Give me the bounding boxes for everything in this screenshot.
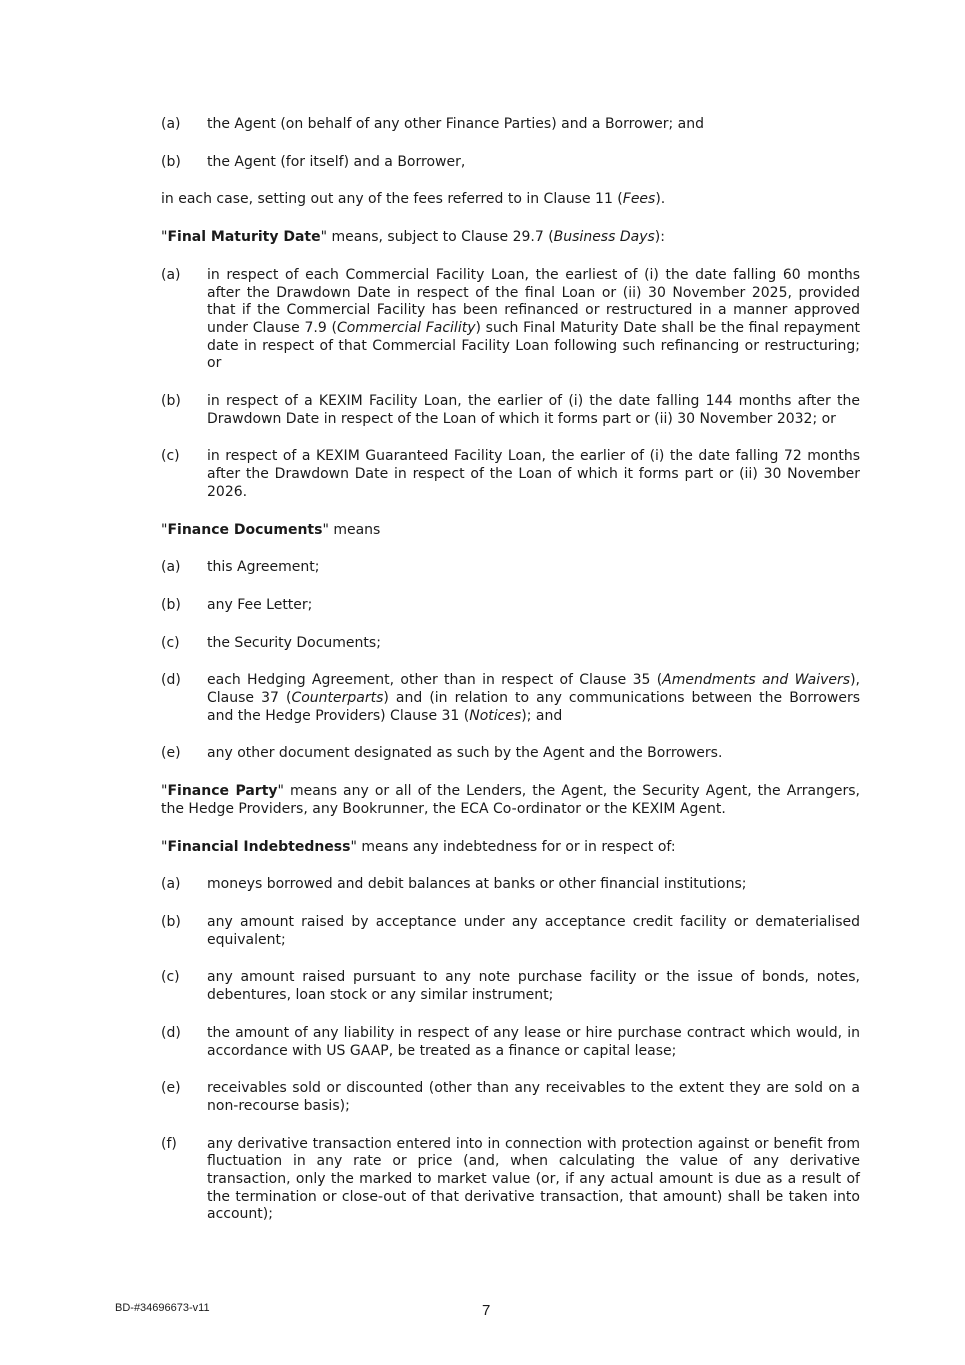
item-label: (e) xyxy=(161,745,181,762)
item-text: any derivative transaction entered into in connection with protection against or benefit from fluctuation in any rate or price (and, when calculating the value of any derivative transaction, only the marked to market value (or, if any actual amount is due as a result of the termination or close-out of that derivative transaction, that amount) shall be taken into account); xyxy=(207,1135,860,1223)
item-label: (a) xyxy=(161,266,181,283)
quote: " xyxy=(350,838,357,855)
item-label: (c) xyxy=(161,634,180,651)
item-label: (a) xyxy=(161,116,181,132)
item-label: (c) xyxy=(161,969,180,986)
text-run: means xyxy=(328,521,381,538)
item-label: (f) xyxy=(161,1135,177,1152)
defined-term: Finance Documents xyxy=(167,521,323,538)
item-text: the Agent (for itself) and a Borrower, xyxy=(207,153,466,170)
quote: " xyxy=(322,521,329,538)
text-run: ) such Final Maturity Date shall be the final repayment date in respect of that Commercial Facility Loan following such refinancing or restructuring; or xyxy=(207,319,860,372)
item-text xyxy=(207,672,860,725)
item-label: (b) xyxy=(161,596,181,613)
quote: " xyxy=(161,229,168,246)
finance-documents-item-d xyxy=(161,672,860,725)
financial-indebtedness-item-f xyxy=(161,1136,860,1225)
intro-item-a xyxy=(161,116,860,134)
document-reference: BD-#34696673-v11 xyxy=(115,1302,210,1314)
text-run: means any indebtedness for or in respect of: xyxy=(356,838,676,855)
item-label: (b) xyxy=(161,913,181,930)
finance-documents-item-a xyxy=(161,559,860,577)
item-label: (a) xyxy=(161,876,181,893)
defined-term: Final Maturity Date xyxy=(167,229,321,246)
item-text: the Agent (on behalf of any other Finance Parties) and a Borrower; and xyxy=(207,116,704,132)
definition-final-maturity-date xyxy=(161,229,860,247)
quote: " xyxy=(320,229,328,246)
definition-finance-documents xyxy=(161,522,860,540)
item-text xyxy=(207,267,860,373)
text-run: ), Clause 37 ( xyxy=(207,672,860,707)
text-run-italic: Counterparts xyxy=(291,690,384,707)
intro-item-b xyxy=(161,154,860,172)
text-run-italic: Amendments and Waivers xyxy=(662,672,851,689)
item-text: any amount raised by acceptance under any acceptance credit facility or dematerialised equivalent; xyxy=(207,913,860,948)
text-run: means, subject to Clause 29.7 ( xyxy=(327,229,554,246)
final-maturity-item-a xyxy=(161,267,860,373)
item-label: (b) xyxy=(161,393,181,410)
financial-indebtedness-item-b xyxy=(161,914,860,949)
text-run-italic: Fees xyxy=(622,191,656,208)
text-run-italic: Notices xyxy=(469,707,522,724)
item-text: in respect of a KEXIM Guaranteed Facility Loan, the earlier of (i) the date falling 72 months after the Drawdown Date in respect of the Loan of which it forms part or (ii) 30 November 2026. xyxy=(207,448,860,500)
text-run: ) and (in relation to any communications between the Borrowers and the Hedge Providers) Clause 31 ( xyxy=(207,690,861,724)
text-run: in respect of each Commercial Facility Loan, the earliest of (i) the date falling 60 months after the Drawdown Date in respect of the final Loan or (ii) 30 November 2025, provided that if the Commercial Facility has been refinanced or restructured in a manner approved under Clause 7.9 ( xyxy=(207,266,860,336)
intro-tail-paragraph xyxy=(161,191,860,209)
final-maturity-item-c xyxy=(161,448,860,501)
text-run: means any or all of the Lenders, the Agent, the Security Agent, the Arrangers, the Hedge Providers, any Bookrunner, the ECA Co-ordinator or the KEXIM Agent. xyxy=(161,783,860,817)
text-run: ); and xyxy=(521,707,563,724)
defined-term: Financial Indebtedness xyxy=(167,838,351,855)
definition-financial-indebtedness xyxy=(161,839,860,857)
text-run-italic: Commercial Facility xyxy=(336,319,476,336)
item-text: this Agreement; xyxy=(207,559,320,576)
item-text: any other document designated as such by the Agent and the Borrowers. xyxy=(207,745,723,762)
item-text: the Security Documents; xyxy=(207,634,381,651)
item-label: (d) xyxy=(161,1024,181,1041)
financial-indebtedness-item-e xyxy=(161,1080,860,1115)
item-label: (c) xyxy=(161,448,180,465)
financial-indebtedness-item-d xyxy=(161,1025,860,1060)
definition-finance-party xyxy=(161,783,860,818)
quote: " xyxy=(161,521,168,538)
final-maturity-item-b xyxy=(161,393,860,428)
finance-documents-item-c xyxy=(161,635,860,653)
financial-indebtedness-item-a xyxy=(161,876,860,894)
item-label: (b) xyxy=(161,153,181,170)
page-number: 7 xyxy=(482,1302,491,1319)
item-text: receivables sold or discounted (other than any receivables to the extent they are sold on a non-recourse basis); xyxy=(207,1080,860,1114)
text-run: ). xyxy=(655,191,666,208)
item-text: any Fee Letter; xyxy=(207,596,313,613)
item-label: (a) xyxy=(161,559,181,576)
quote: " xyxy=(161,838,168,855)
item-text: moneys borrowed and debit balances at banks or other financial institutions; xyxy=(207,876,747,893)
text-run: ): xyxy=(654,229,665,246)
quote: " xyxy=(277,783,284,800)
item-label: (e) xyxy=(161,1080,181,1097)
text-run-italic: Business Days xyxy=(553,229,655,246)
defined-term: Finance Party xyxy=(167,783,278,800)
financial-indebtedness-item-c xyxy=(161,969,860,1004)
text-run: each Hedging Agreement, other than in respect of Clause 35 ( xyxy=(207,672,663,689)
item-text: in respect of a KEXIM Facility Loan, the earlier of (i) the date falling 144 months after the Drawdown Date in respect of the Loan of which it forms part or (ii) 30 November 2032; or xyxy=(207,393,860,427)
quote: " xyxy=(161,783,168,800)
finance-documents-item-b xyxy=(161,597,860,615)
item-label: (d) xyxy=(161,672,181,689)
document-body xyxy=(161,116,860,1244)
finance-documents-item-e xyxy=(161,745,860,763)
item-text: the amount of any liability in respect of any lease or hire purchase contract which would, in accordance with US GAAP, be treated as a finance or capital lease; xyxy=(207,1024,860,1059)
item-text: any amount raised pursuant to any note purchase facility or the issue of bonds, notes, debentures, loan stock or any similar instrument; xyxy=(207,969,860,1004)
text-run: in each case, setting out any of the fees referred to in Clause 11 ( xyxy=(161,191,623,208)
